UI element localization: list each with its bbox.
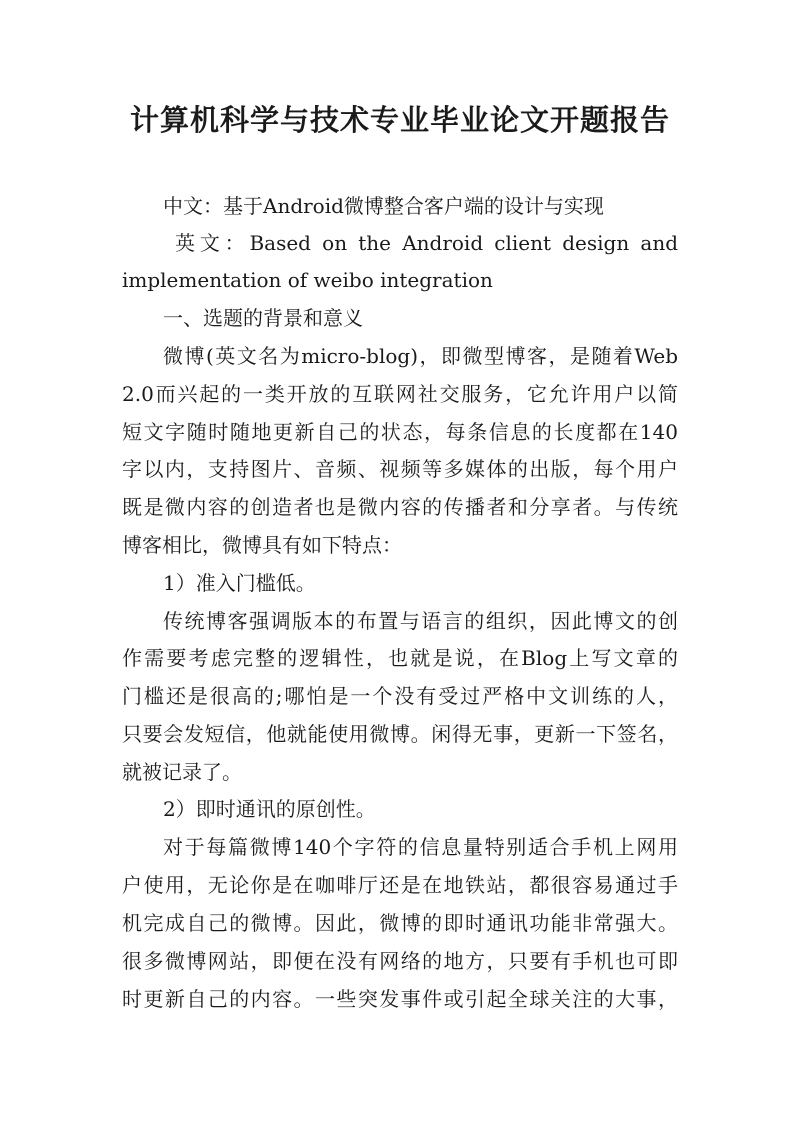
paragraph-line: 机完成自己的微博。因此，微博的即时通讯功能非常强大。 [122,911,678,935]
paragraph-line: 传统博客强调版本的布置与语言的组织，因此博文的创 [163,609,678,633]
document-title: 计算机科学与技术专业毕业论文开题报告 [129,103,670,137]
paragraph-line: 博客相比，微博具有如下特点： [122,533,402,557]
list-item-heading: 2）即时通讯的原创性。 [163,797,376,821]
paragraph-line: 就被记录了。 [122,760,242,784]
paragraph-line: 对于每篇微博140个字符的信息量特别适合手机上网用 [163,835,678,859]
paragraph-line: 户使用，无论你是在咖啡厅还是在地铁站，都很容易通过手 [122,873,678,897]
paragraph-line: 作需要考虑完整的逻辑性，也就是说，在Blog上写文章的 [122,646,678,670]
english-title-line-1: 英文：Based on the Android client design and [175,231,678,255]
paragraph-line: 只要会发短信，他就能使用微博。闲得无事，更新一下签名， [122,722,678,746]
paragraph-line: 2.0而兴起的一类开放的互联网社交服务，它允许用户以简 [122,382,678,406]
english-title-line-2: implementation of weibo integration [122,268,493,292]
section-heading: 一、选题的背景和意义 [163,306,363,330]
paragraph-line: 微博(英文名为micro-blog)，即微型博客，是随着Web [163,344,678,368]
list-item-heading: 1）准入门槛低。 [163,571,316,595]
paragraph-line: 既是微内容的创造者也是微内容的传播者和分享者。与传统 [122,495,678,519]
paragraph-line: 时更新自己的内容。一些突发事件或引起全球关注的大事， [122,987,678,1011]
paragraph-line: 短文字随时随地更新自己的状态，每条信息的长度都在140 [122,420,678,444]
paragraph-line: 门槛还是很高的;哪怕是一个没有受过严格中文训练的人， [122,684,678,708]
paragraph-line: 很多微博网站，即便在没有网络的地方，只要有手机也可即 [122,949,678,973]
paragraph-line: 字以内，支持图片、音频、视频等多媒体的出版，每个用户 [122,457,678,481]
chinese-title-line: 中文：基于Android微博整合客户端的设计与实现 [163,194,604,218]
